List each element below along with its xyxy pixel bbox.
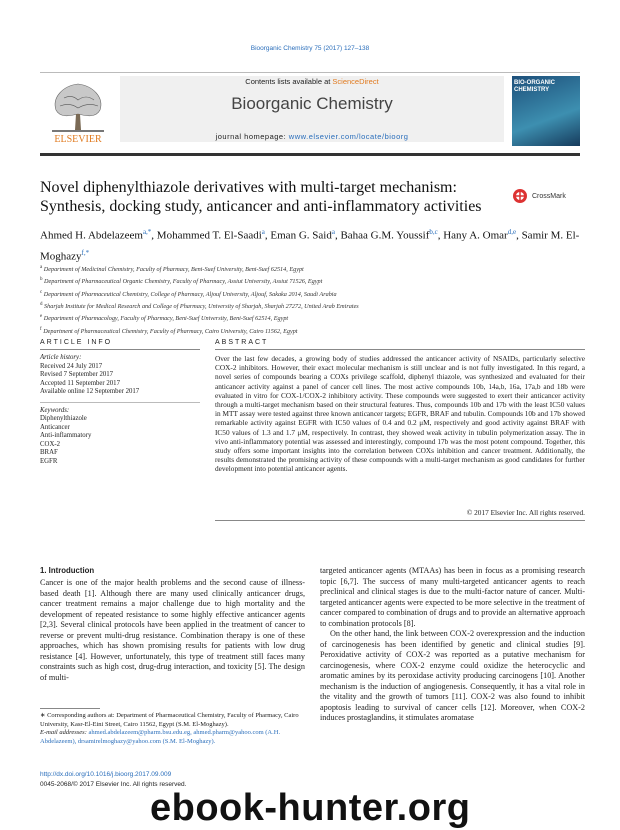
affiliation-key: c — [40, 289, 43, 295]
article-title: Novel diphenylthiazole derivatives with multi-target mechanism: Synthesis, docking study, anticancer and anti-inflammatory activities — [40, 179, 482, 215]
intro-paragraph-1: targeted anticancer agents (MTAAs) has been in focus as a promising research topic [6,7]. The success of many multi-targeted anticancer agents to reach preclinical and clinical stages is due to the multi-factor nature of cancer. Multi-targeted anticancer agents were expected to be more selective in the treatment of cancer compared to combination of drugs and to provide an alternative approach to combination protocols [8]. — [320, 566, 585, 628]
history-item: Available online 12 September 2017 — [40, 388, 140, 395]
contents-availability — [120, 77, 504, 86]
keywords-label: Keywords: — [40, 406, 70, 414]
affiliation-item — [40, 300, 585, 312]
doi-link[interactable]: http://dx.doi.org/10.1016/j.bioorg.2017.09.009 — [40, 771, 172, 778]
article-info — [40, 354, 200, 466]
homepage-link[interactable]: www.elsevier.com/locate/bioorg — [288, 132, 409, 141]
intro-paragraph-2: On the other hand, the link between COX-2 overexpression and the induction of carcinogenesis has been identified by genetic and clinical studies [9]. Peroxidative activity of COX-2 was reported as a putative mechanism for carcinogenesis, where COX-2 enzyme could oxidize the heterocyclic and aromatic amines by its peroxidase activity producing carcinogens [10]. Another mechanism is the induction of angiogenesis. Consequently, it has a vital role in the vitality and the growth of tumors [11]. COX-2 was also found to inhibit apoptosis leading to survival of cancer cells [12]. Moreover, when COX-2 induces prostaglandins, it stimulates aromatase — [320, 629, 585, 722]
author-name[interactable]: Mohammed T. El-Saadi — [156, 229, 262, 242]
keyword-item: Anti-inflammatory — [40, 432, 92, 439]
affiliation-item — [40, 325, 585, 337]
affiliation-item — [40, 275, 585, 287]
publisher-logo-text: ELSEVIER — [54, 134, 102, 145]
history-label: Article history: — [40, 354, 82, 361]
footnote-rule — [40, 708, 100, 709]
affiliation-item — [40, 288, 585, 300]
author-affiliation-marker[interactable]: a — [331, 228, 335, 236]
history-list — [40, 363, 200, 397]
contents-prefix: Contents lists available at — [245, 77, 333, 86]
journal-name: Bioorganic Chemistry — [231, 94, 393, 113]
abstract-text: Over the last few decades, a growing body of studies addressed the anticancer activity of NSAIDs, particularly selective COX-2 inhibitors. However, their exact molecular mechanism is still unclear and is not fully investigated. In this regard, a novel series of compounds bearing a COXs privilege scaffold, diphenyl thiazole, was synthesized and evaluated for their anticancer activity against a panel of cancer cell lines. The most active compounds 10b, 14a,b, 16a, 17a,b and 18b were evaluated in vitro for COX-1/COX-2 inhibitory activity. These compounds were suggested to exert their anticancer activity through a multi-target mechanism based on their structural features. Thus, compounds 10b and 17b with the least IC50 values in MTT assay were tested against three known anticancer targets; EGFR, BRAF and tubulin. Compounds 10b and 17b showed remarkable activity against EGFR with IC50 values of 0.4 and 0.2 μM, respectively and good activity against BRAF with IC50 values of 1.3 and 1.7 μM, respectively. In contrast, they showed weak activity in tubulin polymerization assay. The in vivo anti-inflammatory potential was assessed and interestingly, compound 17b was the most potent compound. Together, this study offers some important insights into the correlation between COXs inhibition and cancer treatment. Additionally, the results demonstrated the promising activity of these compounds with a multi-target mechanism as good candidates for further development into potential anticancer agents. — [215, 354, 585, 474]
affiliation-text: Department of Pharmaceutical Chemistry, Faculty of Pharmacy, Cairo University, Cairo 11562, Egypt — [43, 327, 298, 335]
affiliation-item — [40, 312, 585, 324]
article-info-rule — [40, 349, 200, 350]
abstract-rule — [215, 349, 585, 350]
affiliation-key: b — [40, 277, 43, 283]
author-affiliation-marker[interactable]: b,c — [429, 228, 438, 236]
article-info-heading: ARTICLE INFO — [40, 339, 113, 346]
corresponding-author-footnote — [40, 712, 305, 746]
sciencedirect-link[interactable]: ScienceDirect — [332, 77, 379, 86]
affiliation-key: a — [40, 265, 43, 270]
keyword-item: COX-2 — [40, 440, 61, 448]
keywords-rule — [40, 402, 200, 403]
email-addresses[interactable]: ahmed.abdelazeem@pharm.bsu.edu.eg, ahmed.pharm@yahoo.com (A.H. Abdelazeem), drsamirelmoghazy@yahoo.com (S.M. El-Moghazy). — [40, 729, 281, 745]
author-name[interactable]: Eman G. Said — [270, 229, 332, 242]
author-list: Ahmed H. Abdelazeem$^{a,*}$, Mohammed T. El-Saadi$^a$, Eman G. Said$^a$, Bahaa G.M. Youssif$^{b,c}$, Hany A. Omar$^{d,e}$, Samir M. El-Moghazy$^{f,*}$ — [40, 228, 580, 263]
affiliation-list — [40, 263, 585, 337]
journal-homepage — [120, 132, 504, 141]
email-label: E-mail addresses: — [40, 729, 89, 736]
author-affiliation-marker[interactable]: f,* — [81, 248, 90, 257]
affiliation-text: Department of Pharmaceutical Organic Chemistry, Faculty of Pharmacy, Assiut University, Assiut 71526, Egypt — [44, 278, 323, 286]
affiliation-text: Department of Pharmaceutical Chemistry, College of Pharmacy, Aljouf University, Aljouf, Sakaka 2014, Saudi Arabia — [43, 290, 337, 298]
abstract-heading: ABSTRACT — [215, 339, 269, 346]
history-item: Revised 7 September 2017 — [40, 371, 114, 378]
affiliation-text: Sharjah Institute for Medical Research and College of Pharmacy, University of Sharjah, Sharjah 27272, United Arab Emirates — [44, 303, 359, 311]
affiliation-item — [40, 263, 585, 275]
affiliation-key: d — [40, 302, 43, 308]
email-line — [40, 729, 305, 746]
keyword-item: Diphenylthiazole — [40, 415, 87, 422]
homepage-prefix: journal homepage: — [215, 132, 289, 141]
elsevier-logo — [42, 74, 114, 146]
introduction-left-column: Cancer is one of the major health problems and the second cause of illness-based death [1]. Although there are many used clinically anticancer drugs, cancer treatment remains a major challenge due to high mortality and the development of repeated resistance to some highly effective anticancer agents [2,3]. Several clinical protocols have been applied in the treatment of cancer to reverse or prevent multi-drug resistance. Combination therapy is one of these approaches, which has shown promising results for patients with low drug resistance [4]. However, unfortunately, this type of treatment still faces many constraints such as high cost, drug-drug interaction, and toxicity [5]. The design of multi- — [40, 578, 305, 682]
issn-line: 0045-2068/© 2017 Elsevier Inc. All rights reserved. — [40, 781, 187, 788]
journal-cover-title: BIO-ORGANIC CHEMISTRY — [514, 80, 555, 93]
history-item: Received 24 July 2017 — [40, 362, 103, 370]
watermark-text: ebook-hunter.org — [150, 787, 471, 829]
history-item: Accepted 11 September 2017 — [40, 379, 120, 387]
keyword-item: EGFR — [40, 457, 58, 465]
affiliation-key: e — [40, 314, 43, 320]
keyword-item: Anticancer — [40, 423, 70, 431]
author-name[interactable]: Ahmed H. Abdelazeem — [40, 229, 143, 242]
affiliation-text: Department of Medicinal Chemistry, Faculty of Pharmacy, Beni-Suef University, Beni-Suef 62514, Egypt — [43, 266, 304, 274]
author-affiliation-marker[interactable]: d,e — [507, 228, 517, 236]
crossmark-label: CrossMark — [532, 193, 566, 200]
author-name[interactable]: Samir M. El-Moghazy — [40, 229, 580, 263]
abstract-end-rule — [215, 520, 585, 521]
crossmark-icon — [512, 188, 528, 204]
keyword-list — [40, 415, 200, 466]
author-affiliation-marker[interactable]: a,* — [142, 228, 152, 236]
journal-citation[interactable]: Bioorganic Chemistry 75 (2017) 127–138 — [250, 45, 370, 52]
corresponding-note: ∗ Corresponding authors at: Department of Pharmaceutical Chemistry, Faculty of Pharmacy, Cairo University, Kasr-El-Eini Street, Cairo 11562, Egypt (S.M. El-Moghazy). — [40, 712, 299, 728]
introduction-heading: 1. Introduction — [40, 566, 95, 575]
author-name[interactable]: Hany A. Omar — [443, 229, 508, 242]
keyword-item: BRAF — [40, 449, 58, 456]
crossmark-badge[interactable] — [512, 188, 582, 206]
affiliation-text: Department of Pharmacology, Faculty of Pharmacy, Beni-Suef University, Beni-Suef 62514, Egypt — [43, 315, 289, 323]
affiliation-key: f — [40, 326, 42, 332]
author-name[interactable]: Bahaa G.M. Youssif — [340, 229, 430, 242]
abstract-copyright: © 2017 Elsevier Inc. All rights reserved. — [466, 508, 585, 517]
introduction-right-column — [320, 566, 585, 724]
author-affiliation-marker[interactable]: a — [261, 228, 265, 236]
